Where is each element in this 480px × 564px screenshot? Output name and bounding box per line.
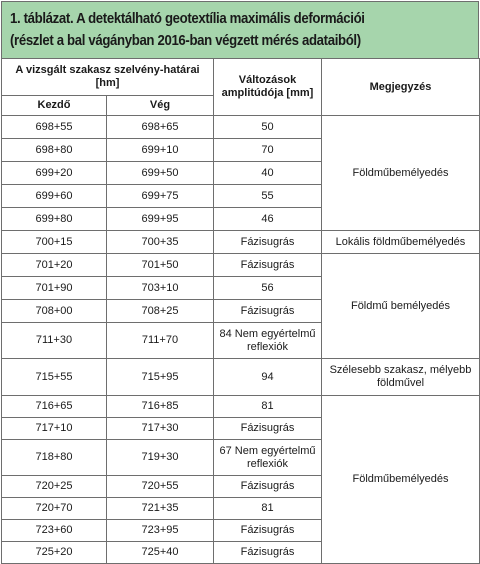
table-row (2, 231, 480, 254)
remark-cell: Földműbemélyedés (322, 116, 480, 231)
amplitude-cell: 70 (214, 139, 322, 162)
end-cell: 699+50 (107, 162, 214, 185)
amplitude-cell: Fázisugrás (214, 300, 322, 323)
start-cell: 717+10 (2, 418, 107, 440)
end-cell: 699+75 (107, 185, 214, 208)
end-cell: 703+10 (107, 277, 214, 300)
end-cell: 723+95 (107, 520, 214, 542)
end-cell: 721+35 (107, 498, 214, 520)
remark-cell: Földmű bemélyedés (322, 254, 480, 359)
table-caption (1, 1, 479, 58)
table-row (2, 396, 480, 418)
amplitude-cell: Fázisugrás (214, 476, 322, 498)
start-cell: 715+55 (2, 359, 107, 396)
start-cell: 718+80 (2, 440, 107, 476)
start-cell: 699+80 (2, 208, 107, 231)
start-cell: 711+30 (2, 323, 107, 359)
amplitude-cell: Fázisugrás (214, 231, 322, 254)
end-cell: 700+35 (107, 231, 214, 254)
remark-cell: Lokális földműbemélyedés (322, 231, 480, 254)
caption-line-2: (részlet a bal vágányban 2016-ban végzett mérés adataiból) (10, 32, 361, 49)
end-cell: 717+30 (107, 418, 214, 440)
amplitude-cell: Fázisugrás (214, 254, 322, 277)
start-cell: 720+25 (2, 476, 107, 498)
end-cell: 715+95 (107, 359, 214, 396)
remark-cell: Földműbemélyedés (322, 396, 480, 564)
start-cell: 725+20 (2, 542, 107, 564)
start-cell: 723+60 (2, 520, 107, 542)
section-header: A vizsgált szakasz szelvény-határai [hm] (2, 59, 214, 96)
table-row (2, 116, 480, 139)
end-cell: 720+55 (107, 476, 214, 498)
end-cell: 708+25 (107, 300, 214, 323)
remark-cell: Szélesebb szakasz, mélyebb földművel (322, 359, 480, 396)
amplitude-cell: Fázisugrás (214, 520, 322, 542)
start-cell: 701+90 (2, 277, 107, 300)
amplitude-cell: 55 (214, 185, 322, 208)
amplitude-cell: Fázisugrás (214, 418, 322, 440)
amplitude-cell: 46 (214, 208, 322, 231)
start-cell: 716+65 (2, 396, 107, 418)
amplitude-cell: 50 (214, 116, 322, 139)
start-cell: 699+20 (2, 162, 107, 185)
start-cell: 699+60 (2, 185, 107, 208)
amplitude-cell: 81 (214, 396, 322, 418)
deformation-table (1, 58, 480, 564)
table-row (2, 359, 480, 396)
end-cell: 711+70 (107, 323, 214, 359)
end-cell: 716+85 (107, 396, 214, 418)
start-cell: 698+80 (2, 139, 107, 162)
start-header: Kezdő (2, 96, 107, 116)
amplitude-header: Változások amplitúdója [mm] (214, 59, 322, 116)
amplitude-cell: 84 Nem egyértelmű reflexiók (214, 323, 322, 359)
amplitude-cell: Fázisugrás (214, 542, 322, 564)
end-cell: 699+10 (107, 139, 214, 162)
end-header: Vég (107, 96, 214, 116)
amplitude-cell: 40 (214, 162, 322, 185)
start-cell: 701+20 (2, 254, 107, 277)
amplitude-cell: 94 (214, 359, 322, 396)
start-cell: 700+15 (2, 231, 107, 254)
remark-header: Megjegyzés (322, 59, 480, 116)
end-cell: 698+65 (107, 116, 214, 139)
start-cell: 720+70 (2, 498, 107, 520)
amplitude-cell: 67 Nem egyértelmű reflexiók (214, 440, 322, 476)
end-cell: 719+30 (107, 440, 214, 476)
caption-line-1: 1. táblázat. A detektálható geotextília maximális deformációi (10, 10, 365, 27)
table-row (2, 254, 480, 277)
end-cell: 701+50 (107, 254, 214, 277)
end-cell: 725+40 (107, 542, 214, 564)
amplitude-cell: 81 (214, 498, 322, 520)
start-cell: 708+00 (2, 300, 107, 323)
end-cell: 699+95 (107, 208, 214, 231)
start-cell: 698+55 (2, 116, 107, 139)
amplitude-cell: 56 (214, 277, 322, 300)
